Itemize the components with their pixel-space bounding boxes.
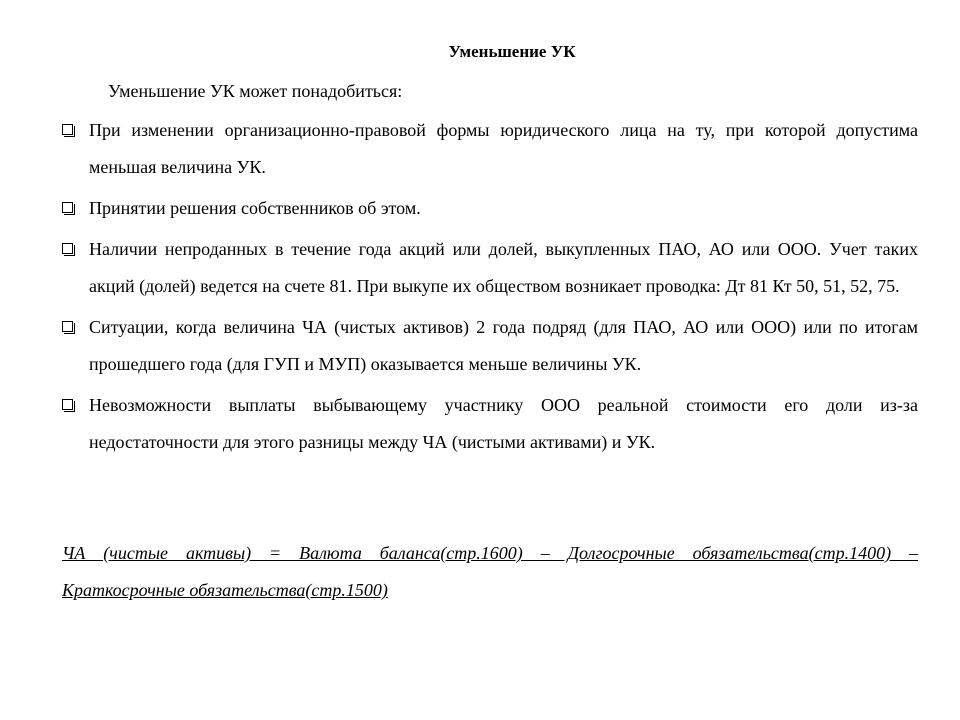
bullet-item — [62, 309, 918, 383]
bullet-item — [62, 387, 918, 461]
bullet-item — [62, 190, 918, 227]
bullet-item — [62, 112, 918, 186]
bullet-list — [62, 112, 918, 465]
checkbox-icon — [62, 124, 73, 135]
net-assets-formula: ЧА (чистые активы) = Валюта баланса(стр.1600) – Долгосрочные обязательства(стр.1400) – Краткосрочные обязательства(стр.1500) — [62, 543, 918, 600]
bullet-text: Наличии непроданных в течение года акций или долей, выкупленных ПАО, АО или ООО. Учет таких акций (долей) ведется на счете 81. При выкупе их обществом возникает проводка: Дт 81 Кт 50, 51, 52, 75. — [89, 239, 918, 296]
slide-title: Уменьшение УК — [448, 42, 576, 61]
bullet-text: При изменении организационно-правовой формы юридического лица на ту, при которой допустима меньшая величина УК. — [89, 120, 918, 177]
checkbox-icon — [62, 202, 73, 213]
bullet-item — [62, 231, 918, 305]
bullet-text: Ситуации, когда величина ЧА (чистых активов) 2 года подряд (для ПАО, АО или ООО) или по итогам прошедшего года (для ГУП и МУП) оказывается меньше величины УК. — [89, 317, 918, 374]
checkbox-icon — [62, 243, 73, 254]
bullet-text: Принятии решения собственников об этом. — [89, 198, 421, 218]
checkbox-icon — [62, 399, 73, 410]
intro-text: Уменьшение УК может понадобиться: — [108, 81, 403, 101]
bullet-text: Невозможности выплаты выбывающему участнику ООО реальной стоимости его доли из-за недостаточности для этого разницы между ЧА (чистыми активами) и УК. — [89, 395, 918, 452]
checkbox-icon — [62, 321, 73, 332]
